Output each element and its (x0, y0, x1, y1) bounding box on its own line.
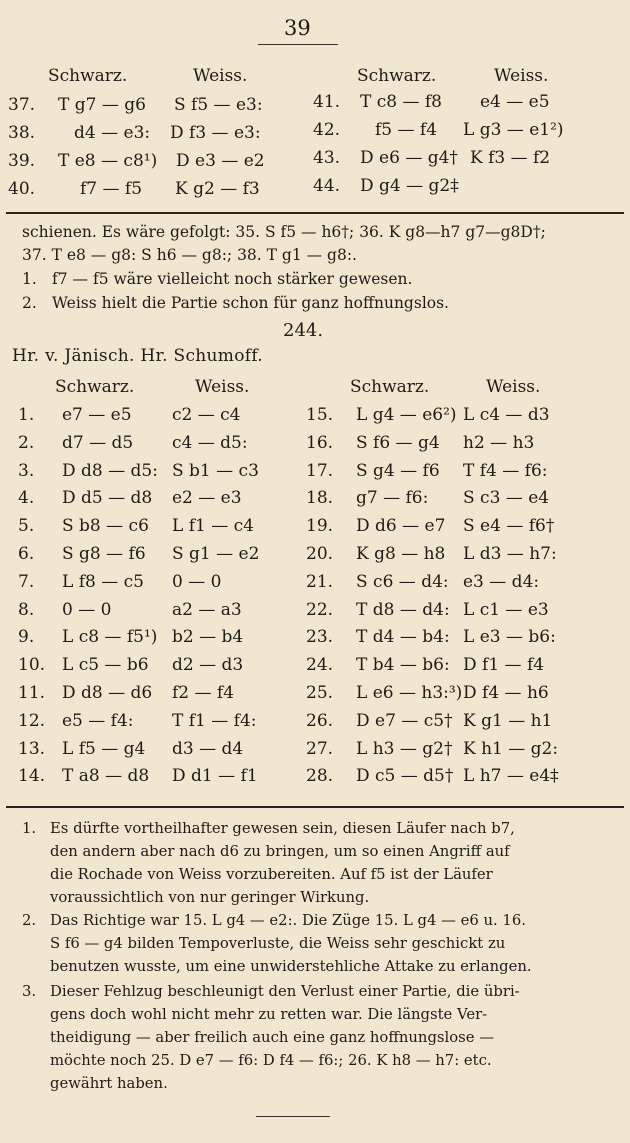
black-move: D d5 — d8 (62, 488, 153, 509)
move-number: 8. (18, 599, 35, 620)
section-rule (6, 212, 624, 214)
white-move: e3 — d4: (463, 571, 540, 592)
white-move: a2 — a3 (172, 599, 242, 620)
white-move: K g1 — h1 (463, 710, 553, 731)
note-text: f7 — f5 wäre vielleicht noch stärker gewesen. (52, 270, 413, 288)
header-black-right: Schwarz. (350, 377, 430, 397)
black-move: S b8 — c6 (62, 516, 149, 537)
footnote-number: 3. (22, 983, 37, 1000)
players-line: Hr. v. Jänisch. Hr. Schumoff. (12, 346, 264, 366)
white-move: D e3 — e2 (176, 151, 265, 171)
black-move: D g4 — g2‡ (360, 176, 459, 196)
white-move: D f1 — f4 (463, 655, 545, 676)
move-number: 43. (313, 148, 341, 168)
black-move: S g8 — f6 (62, 544, 146, 564)
white-move: e4 — e5 (480, 92, 550, 112)
move-number: 18. (306, 488, 334, 509)
footnote-line: den andern aber nach d6 zu bringen, um so einen Angriff auf (50, 843, 510, 860)
black-move: L g4 — e6²) (356, 405, 457, 425)
white-move: S b1 — c3 (172, 460, 259, 481)
black-move: T d8 — d4: (356, 599, 450, 620)
black-move: g7 — f6: (356, 488, 429, 509)
black-move: L c5 — b6 (62, 655, 149, 676)
header-white-left: Weiss. (195, 377, 250, 397)
black-move: L e6 — h3:³) (356, 683, 463, 703)
move-number: 11. (18, 683, 46, 703)
black-move: e7 — e5 (62, 405, 132, 425)
black-move: T a8 — d8 (62, 766, 150, 787)
footnote-line: die Rochade von Weiss vorzubereiten. Auf f5 ist der Läufer (50, 866, 493, 883)
footnote-line: möchte noch 25. D e7 — f6: D f4 — f6:; 26. K h8 — h7: etc. (50, 1052, 492, 1069)
move-number: 44. (313, 176, 341, 196)
move-number: 20. (306, 544, 334, 564)
move-number: 42. (313, 120, 341, 140)
move-number: 27. (306, 738, 334, 759)
white-move: S g1 — e2 (172, 544, 260, 564)
footnote-line: theidigung — aber freilich auch eine ganz hoffnungslose — (50, 1029, 495, 1046)
white-move: S e4 — f6† (463, 516, 555, 537)
white-move: K g2 — f3 (175, 179, 260, 199)
black-move: D c5 — d5† (356, 766, 454, 787)
white-move: D f4 — h6 (463, 683, 549, 703)
footnote-line: S f6 — g4 bilden Tempoverluste, die Weiss sehr geschickt zu (50, 935, 506, 952)
footnote-line: benutzen wusste, um eine unwiderstehliche Attake zu erlangen. (50, 958, 532, 975)
footnote-line: gens doch wohl nicht mehr zu retten war. Die längste Ver- (50, 1006, 488, 1023)
continuation-line: schienen. Es wäre gefolgt: 35. S f5 — h6†; 36. K g8—h7 g7—g8D†; (22, 223, 546, 241)
black-move: D d8 — d5: (62, 460, 158, 481)
footnote-line: voraussichtlich von nur geringer Wirkung. (50, 889, 370, 906)
white-move: L f1 — c4 (172, 516, 254, 537)
move-number: 41. (313, 92, 341, 112)
move-number: 9. (18, 627, 35, 648)
white-move: h2 — h3 (463, 432, 535, 453)
black-move: f7 — f5 (80, 179, 143, 199)
black-move: K g8 — h8 (356, 544, 446, 564)
white-move: L h7 — e4‡ (463, 766, 559, 787)
black-move: L h3 — g2† (356, 738, 453, 759)
black-move: d7 — d5 (62, 432, 134, 453)
move-number: 15. (306, 405, 334, 425)
white-move: L c1 — e3 (463, 599, 549, 620)
black-move: e5 — f4: (62, 710, 134, 731)
white-move: c4 — d5: (172, 432, 248, 453)
move-number: 26. (306, 710, 334, 731)
move-number: 16. (306, 432, 334, 453)
black-move: f5 — f4 (375, 120, 438, 140)
header-black-right: Schwarz. (357, 66, 437, 86)
black-move: d4 — e3: (74, 123, 151, 143)
white-move: b2 — b4 (172, 627, 244, 648)
black-move: S f6 — g4 (356, 432, 440, 453)
header-black-left: Schwarz. (48, 66, 128, 86)
header-white-left: Weiss. (193, 66, 248, 86)
white-move: f2 — f4 (172, 683, 235, 703)
white-move: L e3 — b6: (463, 627, 556, 648)
game-number: 244. (283, 320, 324, 341)
move-number: 10. (18, 655, 46, 676)
footnote-line: Dieser Fehlzug beschleunigt den Verlust einer Partie, die übri- (50, 983, 520, 1000)
move-number: 19. (306, 516, 334, 537)
move-number: 39. (8, 151, 36, 171)
move-number: 4. (18, 488, 35, 509)
note-text: Weiss hielt die Partie schon für ganz hoffnungslos. (52, 294, 449, 312)
white-move: K h1 — g2: (463, 738, 559, 759)
note-number: 1. (22, 270, 37, 288)
move-number: 3. (18, 460, 35, 481)
move-number: 28. (306, 766, 334, 787)
black-move: 0 — 0 (62, 599, 112, 620)
white-move: L d3 — h7: (463, 544, 557, 564)
white-move: d3 — d4 (172, 738, 244, 759)
footnote-line: Es dürfte vortheilhafter gewesen sein, diesen Läufer nach b7, (50, 820, 515, 837)
page-number: 39 (284, 16, 311, 40)
white-move: S c3 — e4 (463, 488, 550, 509)
move-number: 7. (18, 571, 35, 592)
move-number: 5. (18, 516, 35, 537)
move-number: 21. (306, 571, 334, 592)
black-move: S g4 — f6 (356, 460, 440, 481)
black-move: D d6 — e7 (356, 516, 446, 537)
move-number: 24. (306, 655, 334, 676)
white-move: T f1 — f4: (172, 710, 257, 731)
white-move: D f3 — e3: (170, 123, 261, 143)
move-number: 1. (18, 405, 35, 425)
white-move: L c4 — d3 (463, 405, 550, 425)
move-number: 38. (8, 123, 36, 143)
move-number: 25. (306, 683, 334, 703)
black-move: L f8 — c5 (62, 571, 144, 592)
black-move: T d4 — b4: (356, 627, 450, 648)
move-number: 22. (306, 599, 334, 620)
move-number: 13. (18, 738, 46, 759)
move-number: 14. (18, 766, 46, 787)
header-black-left: Schwarz. (55, 377, 135, 397)
black-move: L c8 — f5¹) (62, 627, 158, 648)
black-move: D e6 — g4† (360, 148, 458, 168)
move-number: 2. (18, 432, 35, 453)
white-move: L g3 — e1²) (463, 120, 564, 140)
black-move: T g7 — g6 (58, 95, 146, 115)
end-rule (256, 1116, 330, 1117)
black-move: L f5 — g4 (62, 738, 146, 759)
black-move: T b4 — b6: (356, 655, 450, 676)
footnote-number: 1. (22, 820, 37, 837)
black-move: T c8 — f8 (360, 92, 442, 112)
header-white-right: Weiss. (486, 377, 541, 397)
white-move: e2 — e3 (172, 488, 242, 509)
move-number: 40. (8, 179, 36, 199)
note-number: 2. (22, 294, 37, 312)
white-move: S f5 — e3: (174, 95, 263, 115)
page-number-rule (258, 44, 338, 45)
white-move: 0 — 0 (172, 571, 222, 592)
footnote-number: 2. (22, 912, 37, 929)
black-move: S c6 — d4: (356, 571, 449, 592)
move-number: 12. (18, 710, 46, 731)
move-number: 17. (306, 460, 334, 481)
black-move: D e7 — c5† (356, 710, 453, 731)
white-move: c2 — c4 (172, 405, 241, 425)
footnote-line: Das Richtige war 15. L g4 — e2:. Die Züge 15. L g4 — e6 u. 16. (50, 912, 526, 929)
section-rule (6, 806, 624, 808)
footnote-line: gewährt haben. (50, 1075, 168, 1092)
white-move: D d1 — f1 (172, 766, 258, 787)
black-move: D d8 — d6 (62, 683, 153, 703)
continuation-line: 37. T e8 — g8: S h6 — g8:; 38. T g1 — g8:. (22, 246, 357, 264)
black-move: T e8 — c8¹) (58, 151, 158, 171)
white-move: d2 — d3 (172, 655, 244, 676)
move-number: 37. (8, 95, 36, 115)
white-move: K f3 — f2 (470, 148, 551, 168)
header-white-right: Weiss. (494, 66, 549, 86)
white-move: T f4 — f6: (463, 460, 548, 481)
move-number: 6. (18, 544, 35, 564)
move-number: 23. (306, 627, 334, 648)
